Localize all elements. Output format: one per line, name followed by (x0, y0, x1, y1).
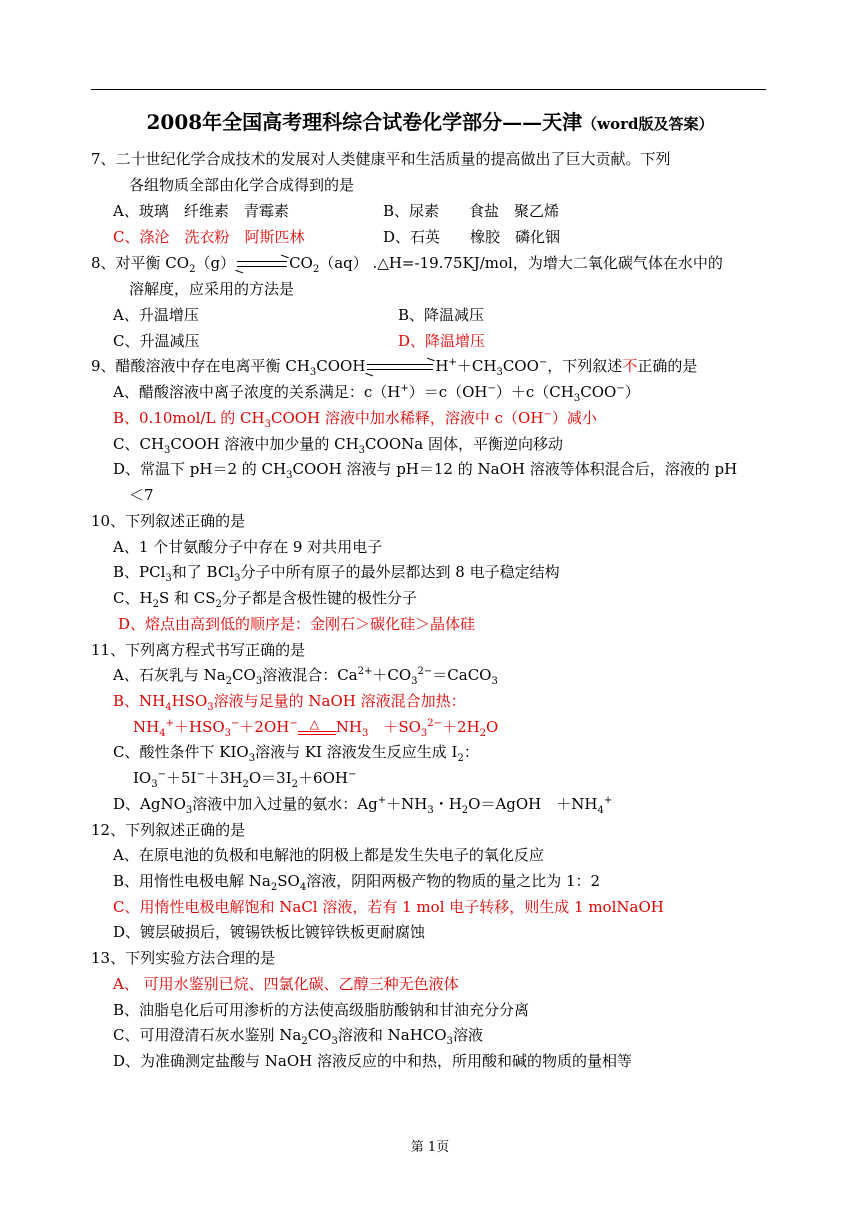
q12-option-c: C、用惰性电极电解饱和 NaCl 溶液，若有 1 mol 电子转移，则生成 1 molNaOH (113, 898, 664, 916)
q13-option-c: C、可用澄清石灰水鉴别 $Na_2CO_3$溶液和 NaHCO$_3$溶液 (113, 1026, 483, 1047)
q7-option-a: A、玻璃 纤维素 青霉素 (113, 202, 289, 220)
q13-stem: 13、下列实验方法合理的是 (91, 949, 276, 967)
q10-option-a: A、1 个甘氨酸分子中存在 9 对共用电子 (113, 538, 383, 556)
q7-option-d: D、石英 橡胶 磷化铟 (383, 228, 561, 246)
q10-option-b: B、PCl$_3$和了 BCl$_3$分子中所有原子的最外层都达到 8 电子稳定结构 (113, 563, 560, 584)
equilibrium-arrow-icon (235, 257, 289, 271)
title-note: （word版及答案） (582, 115, 714, 133)
q7-stem-line2: 各组物质全部由化学合成得到的是 (129, 176, 355, 194)
q11-option-a: A、石灰乳与 $Na_2CO_3$溶液混合：$Ca^{2+}+CO_3^{2-}=CaCO_3$ (113, 666, 498, 687)
q8-option-b: B、降温减压 (398, 306, 485, 324)
q11-option-b: B、$NH_4HSO_3$溶液与足量的 NaOH 溶液混合加热： (113, 692, 466, 713)
q10-option-d: D、熔点由高到低的顺序是：金刚石＞碳化硅＞晶体硅 (118, 615, 476, 633)
page-number: 第 1页 (410, 1140, 450, 1155)
q9-option-d-line1: D、常温下 pH＝2 的 $CH_3COOH$ 溶液与 pH＝12 的 NaOH 溶液等体积混合后，溶液的 pH (113, 460, 738, 481)
q9-stem: 9、醋酸溶液中存在电离平衡 $CH_3COOH$ $H^++CH_3COO^-$，下列叙述不正确的是 (91, 357, 698, 378)
q7-option-b: B、尿素 食盐 聚乙烯 (383, 202, 560, 220)
q8-stem-line1: 8、对平衡 $CO_2(g)$ $CO_2(aq)$ .△H=-19.75KJ/mol，为增大二氧化碳气体在水中的 (91, 254, 723, 275)
q9-option-c: C、$CH_3COOH$ 溶液中加少量的 $CH_3COONa$ 固体，平衡逆向移动 (113, 435, 563, 456)
q12-option-b: B、用惰性电极电解 $Na_2SO_4$溶液，阴阳两极产物的物质的量之比为 1：2 (113, 872, 601, 893)
heat-arrow-icon: △ (298, 720, 336, 736)
q8-option-c: C、升温减压 (113, 332, 200, 350)
header-rule (91, 89, 766, 90)
q12-stem: 12、下列叙述正确的是 (91, 821, 246, 839)
q10-option-c: C、$H_2S$ 和 $CS_2$分子都是含极性键的极性分子 (113, 589, 417, 610)
q7-stem-line1: 7、二十世纪化学合成技术的发展对人类健康平和生活质量的提高做出了巨大贡献。下列 (91, 150, 671, 168)
q11-option-c-equation: $IO_3^-+5I^-+3H_2O=3I_2+6OH^-$ (133, 769, 357, 790)
q12-option-a: A、在原电池的负极和电解池的阴极上都是发生失电子的氧化反应 (113, 846, 544, 864)
q9-option-b: B、0.10mol/L 的 $CH_3COOH$ 溶液中加水稀释，溶液中 c（OH−）减小 (113, 409, 597, 430)
q13-option-d: D、为准确测定盐酸与 NaOH 溶液反应的中和热，所用酸和碱的物质的量相等 (113, 1052, 633, 1070)
page-title: 2008年全国高考理科综合试卷化学部分——天津（word版及答案） (146, 110, 714, 134)
q8-option-a: A、升温增压 (113, 306, 199, 324)
q11-stem: 11、下列离方程式书写正确的是 (91, 641, 306, 659)
q9-option-a: A、醋酸溶液中离子浓度的关系满足：$c(H^+)=c(OH^-)+c(CH_3COO^-)$ (113, 383, 640, 404)
q7-option-c: C、涤沦 洗衣粉 阿斯匹林 (113, 228, 305, 246)
q13-option-a: A、 可用水鉴别已烷、四氯化碳、乙醇三种无色液体 (113, 975, 459, 993)
q8-stem-line2: 溶解度，应采用的方法是 (129, 280, 295, 298)
q12-option-d: D、镀层破损后，镀锡铁板比镀锌铁板更耐腐蚀 (113, 923, 426, 941)
q10-stem: 10、下列叙述正确的是 (91, 512, 246, 530)
q8-option-d: D、降温增压 (398, 332, 486, 350)
q9-option-d-line2: ＜7 (129, 486, 154, 504)
q11-option-d: D、AgNO$_3$溶液中加入过量的氨水：$Ag^++NH_3$・$H_2O=AgOH$ $+NH_4^+$ (113, 795, 613, 816)
q11-option-b-equation: $NH_4^++HSO_3^-+2OH^-$ △ $NH_3$ $+SO_3^{2-}+2H_2O$ (133, 717, 499, 739)
q13-option-b: B、油脂皂化后可用渗析的方法使高级脂肪酸钠和甘油充分分离 (113, 1001, 530, 1019)
equilibrium-arrow-icon (365, 360, 435, 374)
q11-option-c: C、酸性条件下 $KIO_3$溶液与 KI 溶液发生反应生成 $I_2$： (113, 743, 479, 764)
